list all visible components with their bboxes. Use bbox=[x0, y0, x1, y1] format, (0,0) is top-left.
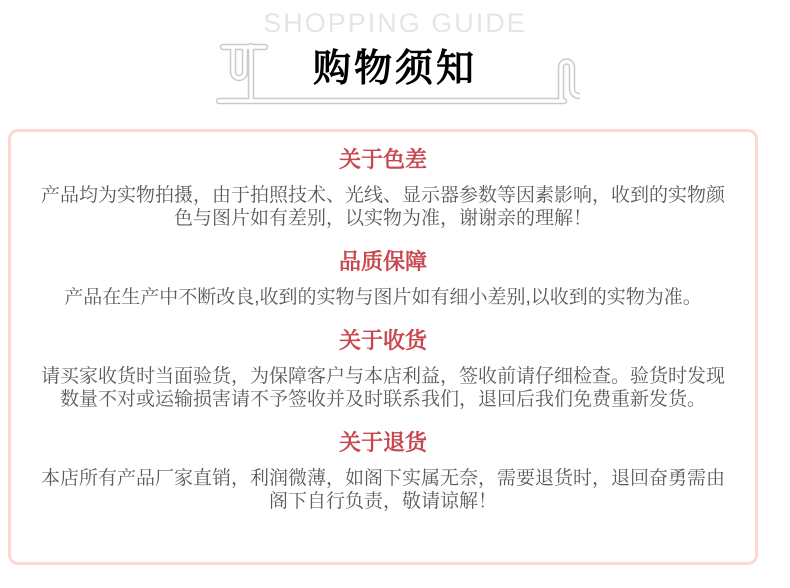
section-title-returns: 关于退货 bbox=[338, 430, 427, 455]
section-body-line: 本店所有产品厂家直销，利润微薄，如阁下实属无奈，需要退货时，退回奋勇需由 bbox=[40, 468, 725, 489]
header bbox=[0, 0, 790, 129]
section-body-returns bbox=[23, 467, 743, 513]
page-title: 购物须知 bbox=[312, 48, 477, 90]
section-body-line: 阁下自行负责，敬请谅解！ bbox=[268, 491, 497, 512]
notice-section-color-difference bbox=[23, 149, 743, 230]
section-body-line: 产品均为实物拍摄，由于拍照技术、光线、显示器参数等因素影响，收到的实物颜 bbox=[40, 185, 725, 206]
notice-section-returns bbox=[23, 432, 743, 513]
section-body-line: 色与图片如有差别，以实物为准，谢谢亲的理解！ bbox=[173, 208, 592, 229]
section-title-color-difference: 关于色差 bbox=[338, 147, 427, 172]
notice-section-receiving bbox=[23, 330, 743, 411]
section-body-line: 产品在生产中不断改良,收到的实物与图片如有细小差别,以收到的实物为准。 bbox=[64, 287, 702, 308]
section-title-receiving: 关于收货 bbox=[338, 328, 427, 353]
notice-box bbox=[8, 129, 758, 565]
section-title-quality-assurance: 品质保障 bbox=[338, 249, 427, 274]
section-body-line: 请买家收货时当面验货，为保障客户与本店利益，签收前请仔细检查。验货时发现 bbox=[40, 366, 725, 387]
section-body-line: 数量不对或运输损害请不予签收并及时联系我们，退回后我们免费重新发货。 bbox=[59, 389, 706, 410]
section-body-quality-assurance bbox=[23, 286, 743, 309]
section-body-receiving bbox=[23, 365, 743, 411]
section-body-color-difference bbox=[23, 184, 743, 230]
notice-section-quality-assurance bbox=[23, 251, 743, 309]
header-subtitle: SHOPPING GUIDE bbox=[263, 8, 527, 38]
